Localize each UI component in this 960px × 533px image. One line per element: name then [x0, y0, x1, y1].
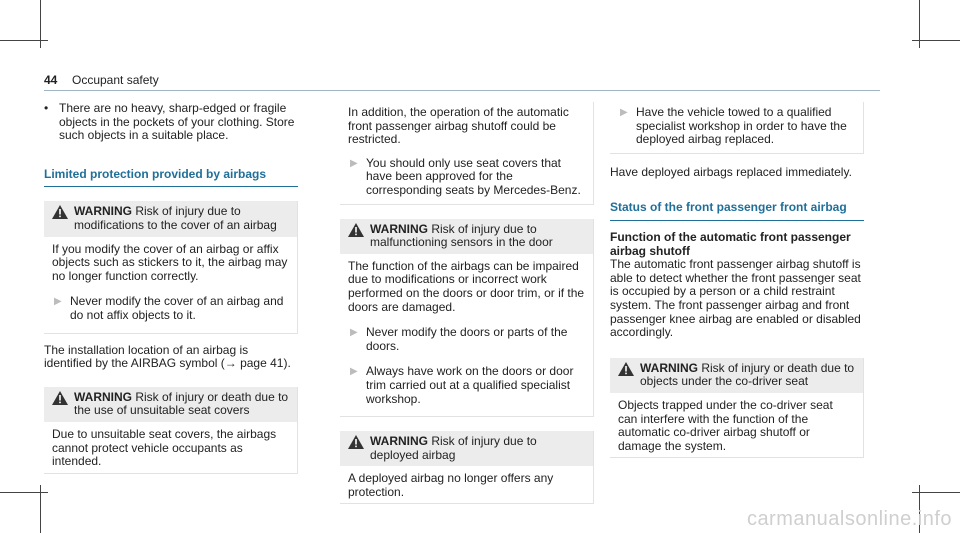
- warning-triangle-icon: [618, 362, 634, 376]
- crop-mark: [0, 492, 48, 493]
- crop-mark: [912, 492, 960, 493]
- action-text: Always have work on the doors or door trim carried out at a qualified specialist workshop.: [366, 364, 574, 406]
- paragraph: Have deployed airbags replaced immediately.: [610, 164, 852, 179]
- action-step: [348, 361, 585, 412]
- warning-label: WARNING: [74, 204, 132, 219]
- action-text: Never modify the doors or parts of the doors.: [366, 325, 568, 353]
- warning-head-text: Risk of injury or death due to objects under the co-driver seat: [640, 360, 855, 389]
- warning-box: [44, 201, 298, 333]
- warning-label: WARNING: [370, 434, 428, 449]
- warning-label: WARNING: [370, 221, 428, 236]
- action-arrow-icon: ▶: [620, 107, 628, 118]
- column-3: [610, 102, 864, 458]
- warning-triangle-icon: [348, 223, 364, 237]
- action-step: [348, 322, 585, 359]
- warning-text: A deployed airbag no longer offers any protection.: [348, 471, 554, 499]
- action-text: You should only use seat covers that have been approved for the corresponding seats by Mercedes-Benz.: [366, 155, 581, 197]
- warning-header: [44, 201, 297, 236]
- column-2: [340, 102, 594, 504]
- action-arrow-icon: ▶: [350, 366, 358, 378]
- warning-body: [44, 237, 297, 333]
- warning-box: [340, 431, 594, 504]
- warning-box: [340, 219, 594, 418]
- action-arrow-icon: ▶: [54, 296, 62, 308]
- warning-header: [610, 358, 863, 393]
- warning-triangle-icon: [348, 435, 364, 449]
- watermark: carmanualsonline.info: [746, 508, 952, 531]
- page-title: Occupant safety: [72, 73, 159, 87]
- info-box: [610, 102, 864, 154]
- paragraph: The automatic front passenger airbag shutoff is able to detect whether the front passenger seat is occupied by a person or a child restraint system. The front passenger airbag and front passenger knee airbag are enabled or disabled accordingly.: [610, 257, 861, 340]
- action-step: [610, 102, 863, 153]
- info-box: [340, 102, 594, 205]
- warning-head-text: Risk of injury or death due to the use of unsuitable seat covers: [74, 389, 289, 418]
- warning-triangle-icon: [52, 205, 68, 219]
- action-arrow-icon: ▶: [350, 327, 358, 339]
- paragraph: In addition, the operation of the automatic front passenger airbag shutoff could be restricted.: [348, 105, 569, 147]
- warning-text: If you modify the cover of an airbag or affix objects such as stickers to it, the airbag may no longer function correctly.: [52, 241, 288, 283]
- warning-triangle-icon: [52, 391, 68, 405]
- warning-header: [340, 219, 593, 254]
- warning-body: [610, 393, 863, 457]
- warning-text: Due to unsuitable seat covers, the airbags cannot protect vehicle occupants as intended.: [52, 426, 277, 469]
- subsection-title: Function of the automatic front passenger airbag shutoff: [610, 229, 851, 258]
- page-number: 44: [44, 73, 58, 87]
- action-text: Have the vehicle towed to a qualified specialist workshop in order to have the deployed airbag replaced.: [636, 105, 847, 147]
- warning-body: [44, 422, 297, 473]
- crop-mark: [0, 40, 48, 41]
- warning-head-text: Risk of injury due to deployed airbag: [370, 434, 537, 462]
- action-step: [52, 291, 289, 328]
- action-step: [340, 153, 593, 204]
- action-text: Never modify the cover of an airbag and do not affix objects to it.: [70, 294, 284, 322]
- warning-body: [340, 466, 593, 503]
- warning-box: [610, 358, 864, 459]
- warning-body: [340, 254, 593, 416]
- action-arrow-icon: ▶: [350, 157, 358, 169]
- warning-text: The function of the airbags can be impaired due to modifications or incorrect work performed on the doors or door trim, or if the doors are damaged.: [348, 258, 585, 314]
- paragraph: The installation location of an airbag is identified by the AIRBAG symbol (→ page 41).: [44, 342, 291, 371]
- warning-label: WARNING: [74, 389, 132, 404]
- bullet-item: • There are no heavy, sharp-edged or fragile objects in the pockets of your clothing. Store such objects in a suitable place.: [44, 102, 298, 143]
- section-title: Limited protection provided by airbags: [44, 168, 298, 188]
- warning-head-text: Risk of injury due to malfunctioning sensors in the door: [370, 221, 553, 250]
- crop-mark: [912, 40, 960, 41]
- column-1: [44, 102, 298, 474]
- warning-box: [44, 387, 298, 474]
- section-title: Status of the front passenger front airbag: [610, 201, 864, 221]
- warning-text: Objects trapped under the co-driver seat can interfere with the function of the automatic co-driver airbag shutoff or damage the system.: [618, 397, 833, 453]
- warning-label: WARNING: [640, 360, 698, 375]
- warning-header: [340, 431, 593, 466]
- warning-header: [44, 387, 297, 422]
- warning-head-text: Risk of injury due to modifications to the cover of an airbag: [74, 204, 277, 232]
- page-header: [44, 74, 880, 91]
